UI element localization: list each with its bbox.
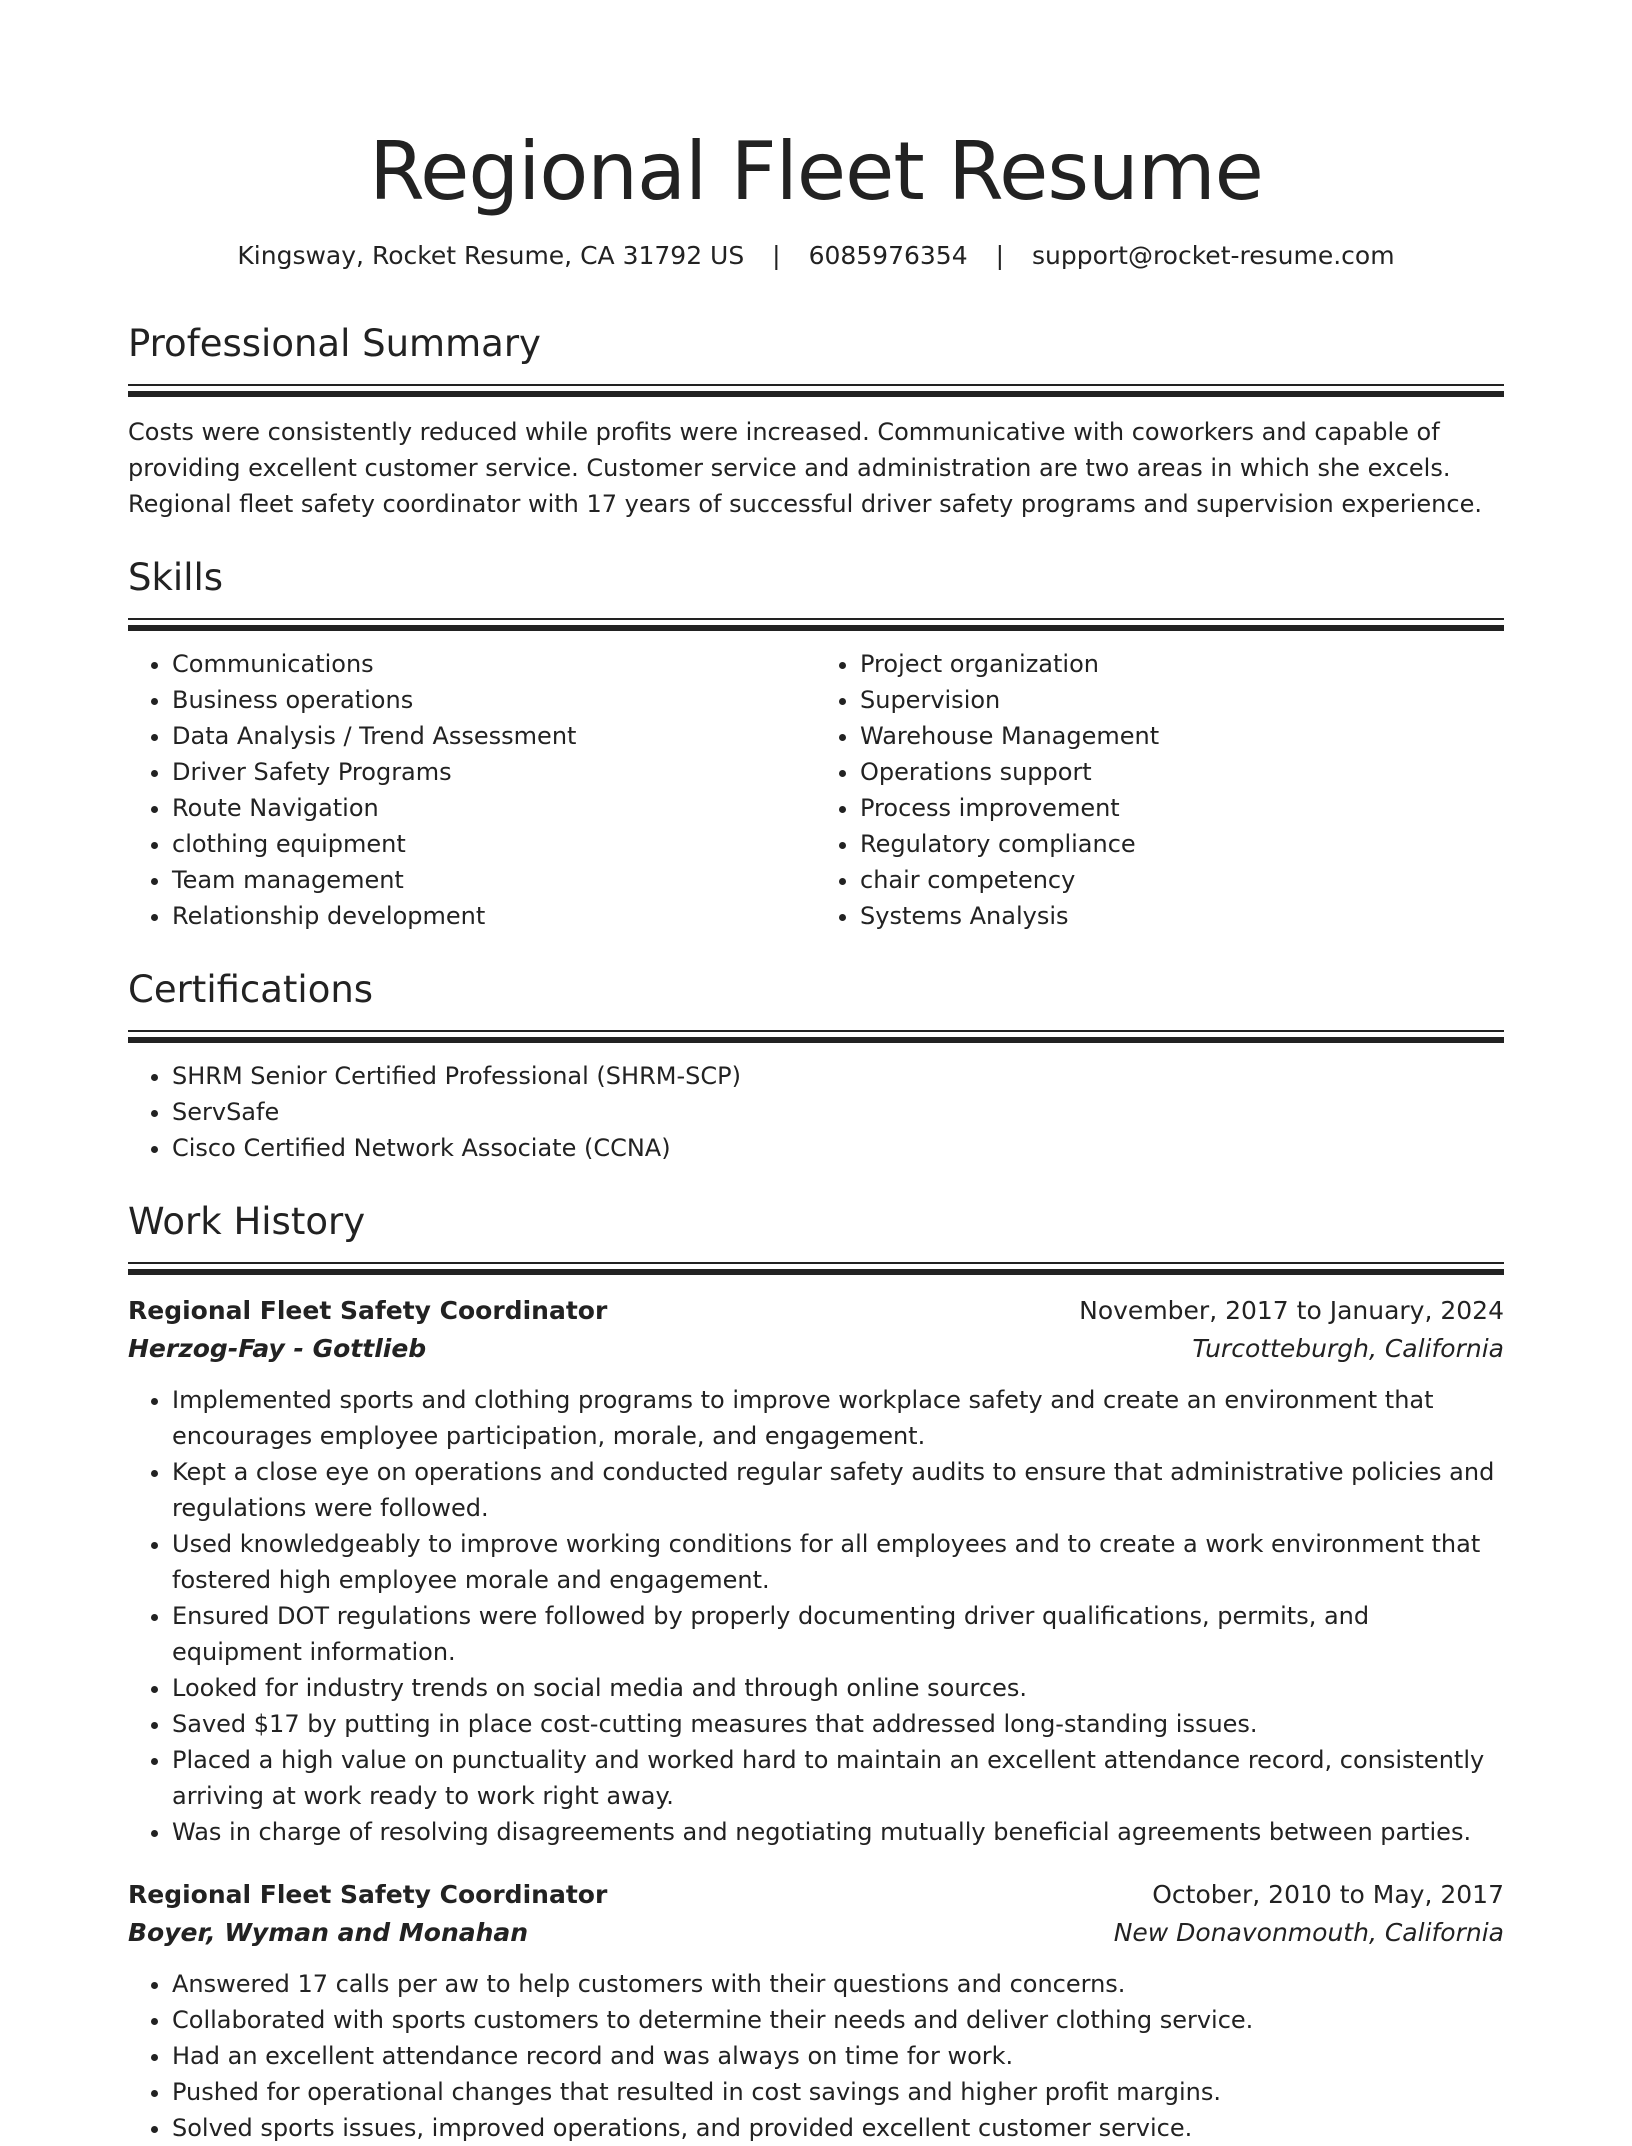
job-location: New Donavonmouth, California <box>1113 1918 1504 1947</box>
job-bullets <box>128 1966 1504 2146</box>
section-divider <box>128 618 1504 630</box>
skills-section <box>128 552 1504 934</box>
skill-item: • Business operations <box>172 682 816 718</box>
contact-separator: | <box>772 241 781 270</box>
job-dates: November, 2017 to January, 2024 <box>1079 1296 1504 1325</box>
contact-phone: 6085976354 <box>808 241 968 270</box>
job-title: Regional Fleet Safety Coordinator <box>128 1880 608 1909</box>
skills-list-left <box>128 646 816 934</box>
section-divider <box>128 1262 1504 1274</box>
job-bullet: • Solved sports issues, improved operations, and provided excellent customer service. <box>172 2110 1504 2146</box>
skill-item: • Driver Safety Programs <box>172 754 816 790</box>
section-divider <box>128 1030 1504 1042</box>
skill-item: • Relationship development <box>172 898 816 934</box>
summary-section <box>128 318 1504 522</box>
contact-separator: | <box>995 241 1005 270</box>
job-location: Turcotteburgh, California <box>1192 1334 1504 1363</box>
job-bullet: • Ensured DOT regulations were followed by properly documenting driver qualifications, permits, and equipment information. <box>172 1598 1504 1670</box>
job-bullet: • Implemented sports and clothing programs to improve workplace safety and create an environment that encourages employee participation, morale, and engagement. <box>172 1382 1504 1454</box>
skills-columns <box>128 630 1504 934</box>
certification-item: • ServSafe <box>172 1094 1504 1130</box>
job-company: Boyer, Wyman and Monahan <box>128 1918 529 1947</box>
job-bullet: • Looked for industry trends on social media and through online sources. <box>172 1670 1504 1706</box>
section-title-work-history: Work History <box>128 1200 366 1243</box>
skill-item: • Supervision <box>860 682 1504 718</box>
job-bullet: • Was in charge of resolving disagreements and negotiating mutually beneficial agreements between parties. <box>172 1814 1504 1850</box>
job-entry <box>128 1876 1504 2146</box>
job-company: Herzog-Fay - Gottlieb <box>128 1334 427 1363</box>
job-bullet: • Pushed for operational changes that resulted in cost savings and higher profit margins. <box>172 2074 1504 2110</box>
job-title: Regional Fleet Safety Coordinator <box>128 1296 608 1325</box>
skill-item: • chair competency <box>860 862 1504 898</box>
summary-text: Costs were consistently reduced while profits were increased. Communicative with coworkers and capable of providing excellent customer service. Customer service and administration are two areas in which she excels. Regional fleet safety coordinator with 17 years of successful driver safety programs and supervision experience. <box>128 418 1482 518</box>
job-dates: October, 2010 to May, 2017 <box>1152 1880 1504 1909</box>
contact-address: Kingsway, Rocket Resume, CA 31792 US <box>237 241 745 270</box>
skill-item: • Regulatory compliance <box>860 826 1504 862</box>
skill-item: • Route Navigation <box>172 790 816 826</box>
job-entry <box>128 1292 1504 1850</box>
section-title-certifications: Certifications <box>128 968 374 1011</box>
resume-body <box>128 318 1504 2146</box>
work-history-section <box>128 1196 1504 2146</box>
job-bullet: • Collaborated with sports customers to determine their needs and deliver clothing service. <box>172 2002 1504 2038</box>
job-bullet: • Saved $17 by putting in place cost-cutting measures that addressed long-standing issues. <box>172 1706 1504 1742</box>
certifications-list <box>128 1058 1504 1166</box>
resume-name: Regional Fleet Resume <box>369 125 1263 218</box>
certifications-section <box>128 964 1504 1166</box>
job-bullet: • Kept a close eye on operations and conducted regular safety audits to ensure that administrative policies and regulations were followed. <box>172 1454 1504 1526</box>
contact-email[interactable]: support@rocket-resume.com <box>1031 241 1395 270</box>
skill-item: • Systems Analysis <box>860 898 1504 934</box>
section-title-skills: Skills <box>128 556 224 599</box>
contact-line <box>0 238 1632 274</box>
section-title-summary: Professional Summary <box>128 322 541 365</box>
skill-item: • Process improvement <box>860 790 1504 826</box>
job-bullet: • Used knowledgeably to improve working conditions for all employees and to create a work environment that fostered high employee morale and engagement. <box>172 1526 1504 1598</box>
skill-item: • Warehouse Management <box>860 718 1504 754</box>
skill-item: • Operations support <box>860 754 1504 790</box>
job-bullet: • Had an excellent attendance record and was always on time for work. <box>172 2038 1504 2074</box>
certification-item: • SHRM Senior Certified Professional (SHRM-SCP) <box>172 1058 1504 1094</box>
job-bullet: • Answered 17 calls per aw to help customers with their questions and concerns. <box>172 1966 1504 2002</box>
certification-item: • Cisco Certified Network Associate (CCNA) <box>172 1130 1504 1166</box>
skill-item: • Team management <box>172 862 816 898</box>
job-bullet: • Placed a high value on punctuality and worked hard to maintain an excellent attendance record, consistently arriving at work ready to work right away. <box>172 1742 1504 1814</box>
skill-item: • Data Analysis / Trend Assessment <box>172 718 816 754</box>
skills-list-right <box>816 646 1504 934</box>
skill-item: • Communications <box>172 646 816 682</box>
job-bullets <box>128 1382 1504 1850</box>
skill-item: • Project organization <box>860 646 1504 682</box>
skill-item: • clothing equipment <box>172 826 816 862</box>
section-divider <box>128 384 1504 396</box>
